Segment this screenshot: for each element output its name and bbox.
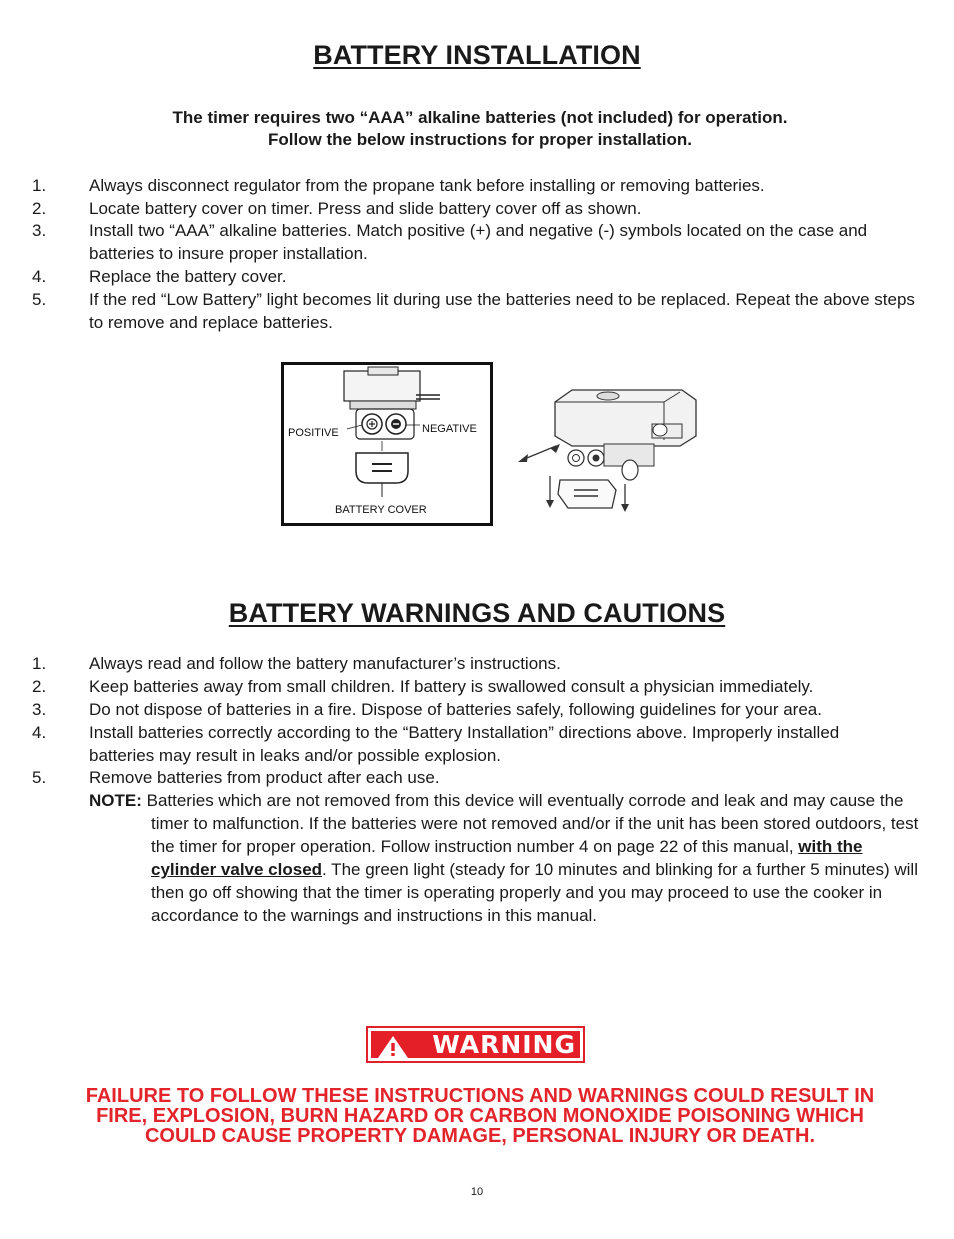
note-label: NOTE: xyxy=(89,791,142,810)
item-number: 2. xyxy=(32,199,47,218)
item-text: Always disconnect regulator from the propane tank before installing or removing batteries. xyxy=(89,176,765,195)
note-emphasis: with the cylinder valve closed xyxy=(151,837,863,879)
item-text: Locate battery cover on timer. Press and slide battery cover off as shown. xyxy=(89,199,642,218)
item-number: 4. xyxy=(32,723,47,742)
battery-diagram xyxy=(284,365,490,523)
battery-note xyxy=(89,789,929,927)
note-text-1: Batteries which are not removed from this device will eventually corrode and leak and may cause the timer to malfunction. If the batteries were not removed and/or if the unit has been stored outdoors, test the timer for proper operation. Follow instruction number 4 on page 22 of this manual, xyxy=(141,791,919,856)
battery-cover-label: BATTERY COVER xyxy=(335,504,427,516)
item-text: Do not dispose of batteries in a fire. Dispose of batteries safely, following guidelines for your area. xyxy=(89,700,822,719)
item-text: Install batteries correctly according to the “Battery Installation” directions above. Improperly installed batteries may result in leaks and/or possible explosion. xyxy=(89,723,840,765)
item-number: 1. xyxy=(32,176,47,195)
arrow-down-icon xyxy=(621,504,629,512)
warning-line-1: FAILURE TO FOLLOW THESE INSTRUCTIONS AND WARNINGS COULD RESULT IN xyxy=(85,1085,875,1107)
negative-label: NEGATIVE xyxy=(422,423,477,435)
warning-badge-label: WARNING xyxy=(432,1030,576,1059)
battery-diagram-box xyxy=(281,362,493,526)
item-number: 1. xyxy=(32,654,47,673)
installation-intro xyxy=(0,107,954,151)
item-text: If the red “Low Battery” light becomes lit during use the batteries need to be replaced. Repeat the above steps to remove and replace batteries. xyxy=(89,290,915,332)
warning-line-2: FIRE, EXPLOSION, BURN HAZARD OR CARBON MONOXIDE POISONING WHICH xyxy=(96,1105,864,1127)
warning-badge xyxy=(366,1026,585,1063)
note-text-2: . The green light (steady for 10 minutes and blinking for a further 5 minutes) will then go off showing that the timer is operating properly and you may proceed to use the cooker in accordance to the warnings and instructions in this manual. xyxy=(151,860,918,925)
item-number: 5. xyxy=(32,768,47,787)
warning-message xyxy=(0,1086,954,1146)
arrow-down-icon xyxy=(546,500,554,508)
warning-line-3: COULD CAUSE PROPERTY DAMAGE, PERSONAL INJURY OR DEATH. xyxy=(144,1125,816,1147)
item-text: Install two “AAA” alkaline batteries. Match positive (+) and negative (-) symbols located on the case and batteries to insure proper installation. xyxy=(89,221,868,263)
arrow-right-icon xyxy=(550,444,560,453)
item-number: 3. xyxy=(32,700,47,719)
intro-line-2: Follow the below instructions for proper installation. xyxy=(267,130,693,149)
timer-perspective-diagram xyxy=(512,380,702,520)
item-number: 2. xyxy=(32,677,47,696)
item-text: Keep batteries away from small children. If battery is swallowed consult a physician immediately. xyxy=(89,677,814,696)
item-number: 3. xyxy=(32,221,47,240)
item-number: 5. xyxy=(32,290,47,309)
item-text: Always read and follow the battery manufacturer’s instructions. xyxy=(89,654,561,673)
item-text: Remove batteries from product after each use. xyxy=(89,768,440,787)
battery-warnings-title: BATTERY WARNINGS AND CAUTIONS xyxy=(228,598,726,628)
warning-triangle-icon xyxy=(377,1035,409,1059)
intro-line-1: The timer requires two “AAA” alkaline batteries (not included) for operation. xyxy=(172,108,788,127)
battery-cover-icon xyxy=(356,453,408,483)
item-text: Replace the battery cover. xyxy=(89,267,287,286)
battery-cover-icon xyxy=(558,480,616,508)
positive-label: POSITIVE xyxy=(288,427,339,439)
page-number: 10 xyxy=(470,1186,484,1198)
item-number: 4. xyxy=(32,267,47,286)
arrow-left-icon xyxy=(518,454,528,462)
battery-installation-title: BATTERY INSTALLATION xyxy=(313,40,641,70)
